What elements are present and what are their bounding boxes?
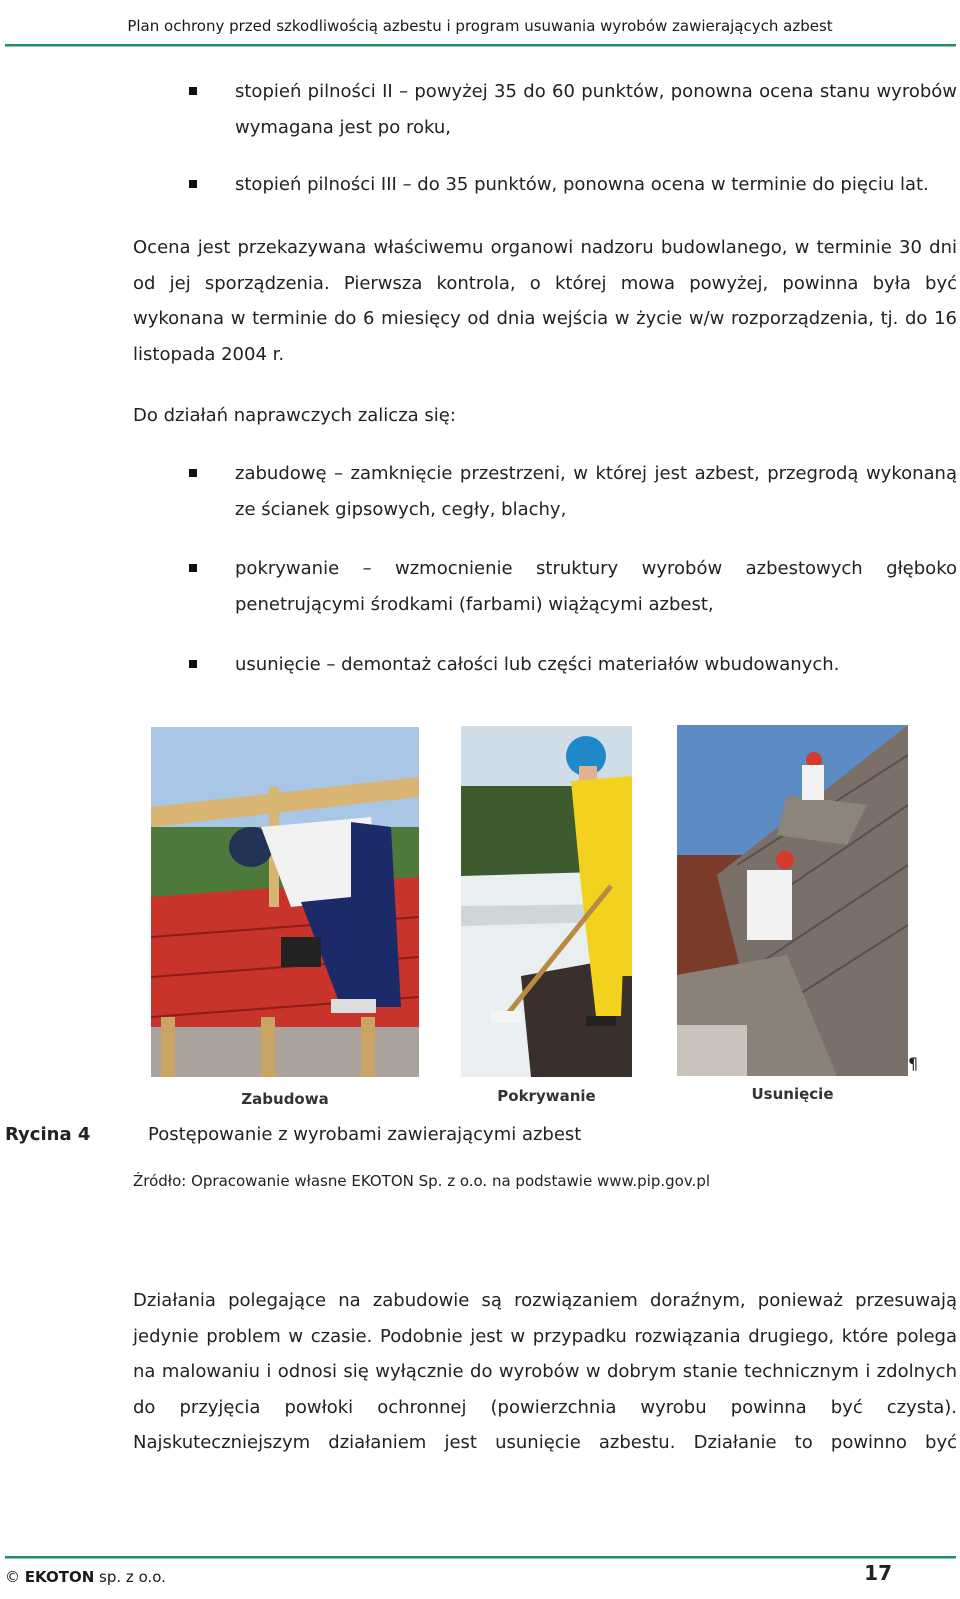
figure-label: Rycina 4 — [5, 1124, 91, 1145]
bullet-text: usunięcie – demontaż całości lub części materiałów wbudowanych. — [235, 654, 840, 675]
photo-pokrywanie — [461, 726, 632, 1077]
paragraph: Do działań naprawczych zalicza się: — [133, 405, 456, 426]
photo-caption: Usunięcie — [751, 1085, 834, 1103]
bullet-text: zabudowę – zamknięcie przestrzeni, w której jest azbest, przegrodą wykonaną ze ścianek gipsowych, cegły, blachy, — [235, 463, 957, 520]
photo-usuniecie — [677, 725, 908, 1076]
photo-caption: Zabudowa — [241, 1090, 329, 1108]
list-item — [133, 551, 957, 623]
bullet-text: pokrywanie – wzmocnienie struktury wyrobów azbestowych głęboko penetrującymi środkami (farbami) wiążącymi azbest, — [235, 558, 957, 615]
bullet-square-icon — [189, 180, 197, 188]
photo-zabudowa — [151, 727, 419, 1077]
footer-rule — [5, 1556, 956, 1559]
list-item — [133, 167, 957, 203]
header-title: Plan ochrony przed szkodliwością azbestu i program usuwania wyrobów zawierających azbest — [127, 17, 833, 35]
list-item — [133, 456, 957, 528]
pilcrow-mark: ¶ — [908, 1054, 919, 1073]
bullet-square-icon — [189, 469, 197, 477]
page-number: 17 — [864, 1561, 892, 1585]
header-rule — [5, 44, 956, 47]
company-name: EKOTON — [24, 1568, 95, 1586]
bullet-text: stopień pilności III – do 35 punktów, ponowna ocena w terminie do pięciu lat. — [235, 174, 929, 195]
bullet-square-icon — [189, 87, 197, 95]
bullet-square-icon — [189, 564, 197, 572]
copyright-symbol: © — [5, 1568, 20, 1586]
bullet-square-icon — [189, 660, 197, 668]
list-item — [133, 647, 957, 683]
company-suffix: sp. z o.o. — [94, 1568, 166, 1586]
bullet-text: stopień pilności II – powyżej 35 do 60 punktów, ponowna ocena stanu wyrobów wymagana jest po roku, — [235, 81, 957, 138]
figure-title: Postępowanie z wyrobami zawierającymi azbest — [148, 1124, 582, 1145]
paragraph: Działania polegające na zabudowie są rozwiązaniem doraźnym, ponieważ przesuwają jedynie problem w czasie. Podobnie jest w przypadku rozwiązania drugiego, które polega na malowaniu i odnosi się wyłącznie do wyrobów w dobrym stanie technicznym i zdolnych do przyjęcia powłoki ochronnej (powierzchnia wyrobu powinna być czysta). Najskuteczniejszym działaniem jest usunięcie azbestu. Działanie to powinno być — [133, 1290, 957, 1453]
paragraph: Ocena jest przekazywana właściwemu organowi nadzoru budowlanego, w terminie 30 dni od jej sporządzenia. Pierwsza kontrola, o której mowa powyżej, powinna była być wykonana w terminie do 6 miesięcy od dnia wejścia w życie w/w rozporządzenia, tj. do 16 listopada 2004 r. — [133, 237, 957, 365]
list-item — [133, 74, 957, 146]
page-header — [0, 0, 960, 46]
footer-company — [5, 1568, 166, 1586]
photo-caption: Pokrywanie — [497, 1087, 596, 1105]
figure-source: Źródło: Opracowanie własne EKOTON Sp. z o.o. na podstawie www.pip.gov.pl — [133, 1172, 711, 1190]
